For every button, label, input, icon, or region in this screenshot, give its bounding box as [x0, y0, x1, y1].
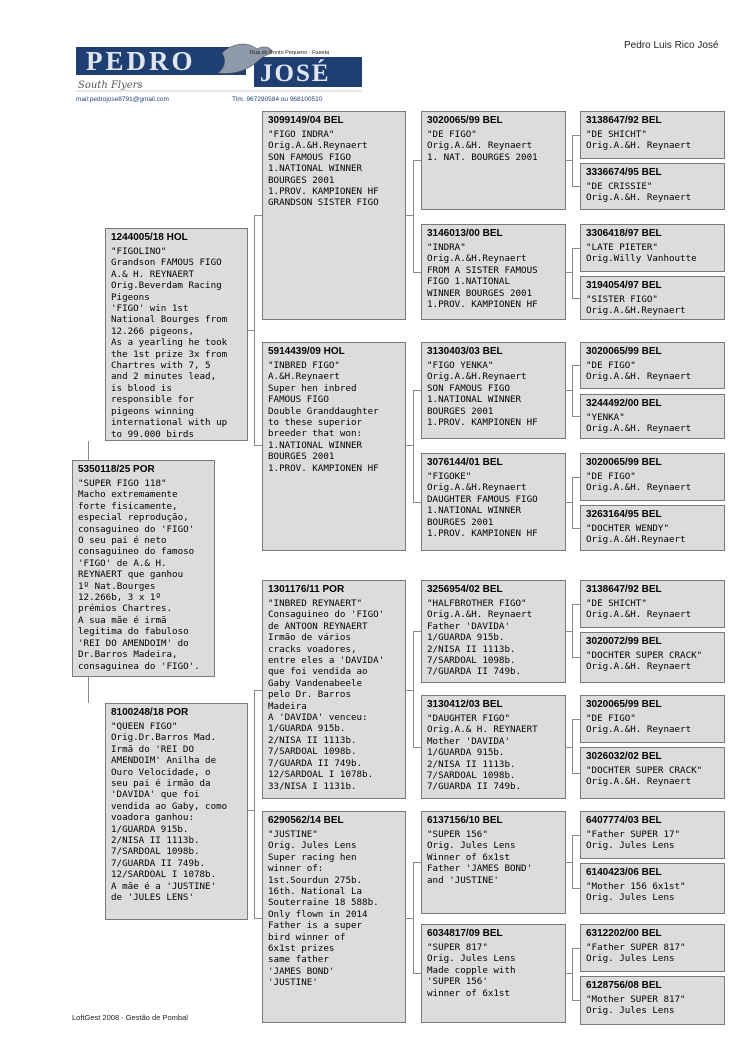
bird-description: "DE FIGO" Orig.A.&H. Reynaert: [586, 360, 692, 383]
bird-description: "INBRED REYNAERT" Consaguineo do 'FIGO' de ANTOON REYNAERT Irmão de vários cracks voadores, entre eles a 'DAVIDA' que foi vendida ao Gaby Vandenabeele pelo Dr. Barros Madeira A 'DAVIDA' venceu: 1/GUARDA 915b. 2/NISA II 1113b. 7/SARDOAL 1098b. 7/GUARDA II 749b. 12/SARDOAL I 1078b. 33/NISA I 1131b.: [268, 598, 385, 792]
bird-description: "Mother 156 6x1st" Orig. Jules Lens: [586, 881, 686, 904]
ring-number: 6290562/14 BEL: [268, 815, 344, 826]
connector-line: [572, 657, 580, 658]
ring-number: 6137156/10 BEL: [427, 815, 503, 826]
connector-line: [88, 441, 89, 460]
ring-number: 3306418/97 BEL: [586, 228, 662, 239]
connector-line: [413, 747, 421, 748]
grandparent-bird: [262, 580, 406, 799]
bird-description: "SUPER FIGO 118" Macho extremamente forte fisicamente, especial reprodução, consaguineo do 'FIGO' O seu pai é neto consaguineo do famoso 'FIGO' de A.& H. REYNAERT que ganhou 1º Nat.Bourges 12.266b, 3 x 1º prémios Chartres. A sua mãe é irmã legitima do fabuloso 'REI DO AMENDOIM' do Dr.Barros Madeira, consaguinea do 'FIGO'.: [78, 478, 200, 672]
ancestor-bird: [580, 924, 725, 972]
logo-word-1: PEDRO: [86, 46, 196, 76]
dam-bird: [105, 703, 248, 920]
connector-line: [572, 248, 580, 249]
great-grandparent-bird: [421, 924, 566, 1023]
logo-graphic: [72, 41, 370, 104]
ring-number: 6407774/03 BEL: [586, 815, 662, 826]
bird-description: "YENKA" Orig.A.&H. Reynaert: [586, 412, 692, 435]
ancestor-bird: [580, 453, 725, 501]
great-grandparent-bird: [421, 453, 566, 551]
ring-number: 3336674/95 BEL: [586, 167, 662, 178]
connector-line: [572, 365, 580, 366]
ring-number: 3138647/92 BEL: [586, 584, 662, 595]
great-grandparent-bird: [421, 111, 566, 210]
great-grandparent-bird: [421, 342, 566, 439]
ring-number: 6128756/08 BEL: [586, 980, 662, 991]
ancestor-bird: [580, 632, 725, 683]
connector-line: [413, 502, 421, 503]
connector-line: [254, 215, 262, 216]
bird-description: "HALFBROTHER FIGO" Orig.A.&H. Reynaert Father 'DAVIDA' 1/GUARDA 915b. 2/NISA II 1113b. 7/SARDOAL 1098b. 7/GUARDA II 749b.: [427, 598, 533, 678]
ring-number: 3020065/99 BEL: [427, 115, 503, 126]
ring-number: 1244005/18 HOL: [111, 232, 188, 243]
connector-line: [254, 690, 255, 918]
connector-line: [406, 445, 413, 446]
bird-description: "INBRED FIGO" A.&H.Reynaert Super hen inbred FAMOUS FIGO Double Granddaughter to these superior breeder that won: 1.NATIONAL WINNER BOURGES 2001 1.PROV. KAMPIONEN HF: [268, 360, 379, 474]
ring-number: 3130412/03 BEL: [427, 699, 503, 710]
ring-number: 3263164/95 BEL: [586, 509, 662, 520]
connector-line: [413, 390, 414, 502]
great-grandparent-bird: [421, 580, 566, 683]
bird-description: "DAUGHTER FIGO" Orig.A.& H. REYNAERT Mother 'DAVIDA' 1/GUARDA 915b. 2/NISA II 1113b. 7/SARDOAL 1098b. 7/GUARDA II 749b.: [427, 713, 538, 793]
connector-line: [572, 773, 580, 774]
bird-description: "JUSTINE" Orig. Jules Lens Super racing hen winner of: 1st.Sourdun 275b. 16th. National La Souterraine 18 588b. Only flown in 2014 Father is a super bird winner of 6x1st prizes same father 'JAMES BOND' 'JUSTINE': [268, 829, 379, 989]
bird-description: "FIGOKE" Orig.A.&H.Reynaert DAUGHTER FAMOUS FIGO 1.NATIONAL WINNER BOURGES 2001 1.PROV. KAMPIONEN HF: [427, 471, 538, 540]
ancestor-bird: [580, 394, 725, 439]
ancestor-bird: [580, 811, 725, 859]
connector-line: [572, 948, 580, 949]
connector-line: [413, 862, 414, 973]
connector-line: [572, 604, 573, 657]
bird-description: "DE SHICHT" Orig.A.&H. Reynaert: [586, 598, 692, 621]
ring-number: 3130403/03 BEL: [427, 346, 503, 357]
ancestor-bird: [580, 976, 725, 1025]
connector-line: [572, 948, 573, 1000]
subject-bird: [72, 460, 215, 677]
bird-description: "DE FIGO" Orig.A.&H. Reynaert: [586, 471, 692, 494]
ring-number: 6140423/06 BEL: [586, 867, 662, 878]
ancestor-bird: [580, 863, 725, 914]
logo-email: mail:pedrojose8791@gmail.com: [76, 96, 169, 103]
connector-line: [406, 690, 413, 691]
ancestor-bird: [580, 505, 725, 551]
connector-line: [413, 272, 421, 273]
ring-number: 3020065/99 BEL: [586, 699, 662, 710]
ring-number: 8100248/18 POR: [111, 707, 189, 718]
connector-line: [572, 835, 573, 888]
logo-word-2: JOSÉ: [260, 60, 331, 87]
bird-description: "QUEEN FIGO" Orig.Dr.Barros Mad. Irmã do 'REI DO AMENDOIM' Anilha de Ouro Velocidade, o seu pai é irmão da 'DAVIDA' que foi vendida ao Gaby, como voadora ganhou: 1/GUARDA 915b. 2/NISA II 1113b. 7/SARDOAL 1098b. 7/GUARDA II 749b. 12/SARDOAL I 1078b. A mãe é a 'JUSTINE' de 'JULES LENS': [111, 721, 228, 904]
connector-line: [88, 677, 89, 703]
bird-description: "DE SHICHT" Orig.A.&H. Reynaert: [586, 129, 692, 152]
bird-description: "Father SUPER 817" Orig. Jules Lens: [586, 942, 686, 965]
loft-logo: [72, 41, 370, 104]
ring-number: 3020072/99 BEL: [586, 636, 662, 647]
connector-line: [572, 528, 580, 529]
logo-phone: Tlm. 967290584 ou 968100510: [232, 96, 323, 103]
grandparent-bird: [262, 342, 406, 551]
bird-description: "SUPER 817" Orig. Jules Lens Made copple with 'SUPER 156' winner of 6x1st: [427, 942, 516, 999]
bird-description: "DOCHTER SUPER CRACK" Orig.A.&H. Reynaert: [586, 765, 703, 788]
connector-line: [572, 835, 580, 836]
bird-description: "LATE PIETER" Orig.Willy Vanhoutte: [586, 242, 697, 265]
connector-line: [572, 1000, 580, 1001]
ring-number: 3020065/99 BEL: [586, 457, 662, 468]
ring-number: 3138647/92 BEL: [586, 115, 662, 126]
bird-description: "FIGO YENKA" Orig.A.&H.Reynaert SON FAMOUS FIGO 1.NATIONAL WINNER BOURGES 2001 1.PROV. KAMPIONEN HF: [427, 360, 538, 429]
connector-line: [572, 416, 580, 417]
bird-description: "INDRA" Orig.A.&H.Reynaert FROM A SISTER FAMOUS FIGO 1.NATIONAL WINNER BOURGES 2001 1.PROV. KAMPIONEN HF: [427, 242, 538, 311]
ring-number: 3099149/04 BEL: [268, 115, 344, 126]
connector-line: [413, 973, 421, 974]
connector-line: [254, 690, 262, 691]
connector-line: [254, 918, 262, 919]
logo-subtitle: South Flyers: [78, 80, 143, 91]
bird-description: "FIGOLINO" Grandson FAMOUS FIGO A.& H. REYNAERT Orig.Beverdam Racing Pigeons 'FIGO' win 1st National Bourges from 12.266 pigeons, As a yearling he took the 1st prize 3x from Chartres with 7, 5 and 2 minutes lead, is blood is responsible for pigeons winning international with up to 99.000 birds: [111, 246, 228, 440]
ring-number: 3020065/99 BEL: [586, 346, 662, 357]
grandparent-bird: [262, 811, 406, 1023]
connector-line: [413, 160, 421, 161]
ancestor-bird: [580, 747, 725, 799]
bird-description: "Father SUPER 17" Orig. Jules Lens: [586, 829, 681, 852]
great-grandparent-bird: [421, 695, 566, 799]
connector-line: [413, 390, 421, 391]
connector-line: [413, 862, 421, 863]
connector-line: [572, 477, 580, 478]
connector-line: [572, 298, 580, 299]
ring-number: 3026032/02 BEL: [586, 751, 662, 762]
grandparent-bird: [262, 111, 406, 320]
connector-line: [572, 719, 573, 773]
connector-line: [572, 888, 580, 889]
ancestor-bird: [580, 111, 725, 159]
connector-line: [413, 631, 414, 747]
great-grandparent-bird: [421, 224, 566, 320]
ring-number: 3194054/97 BEL: [586, 280, 662, 291]
bird-description: "DE CRISSIE" Orig.A.&H. Reynaert: [586, 181, 692, 204]
connector-line: [572, 135, 580, 136]
connector-line: [572, 719, 580, 720]
bird-description: "Mother SUPER 817" Orig. Jules Lens: [586, 994, 686, 1017]
ancestor-bird: [580, 276, 725, 320]
ancestor-bird: [580, 695, 725, 743]
connector-line: [572, 604, 580, 605]
connector-line: [572, 135, 573, 186]
ancestor-bird: [580, 342, 725, 389]
ring-number: 6312202/00 BEL: [586, 928, 662, 939]
ring-number: 3146013/00 BEL: [427, 228, 503, 239]
ring-number: 6034817/09 BEL: [427, 928, 503, 939]
ring-number: 5350118/25 POR: [78, 464, 155, 475]
bird-description: "DE FIGO" Orig.A.&H. Reynaert 1. NAT. BOURGES 2001: [427, 129, 538, 163]
great-grandparent-bird: [421, 811, 566, 914]
sire-bird: [105, 228, 248, 441]
ancestor-bird: [580, 163, 725, 210]
ring-number: 3256954/02 BEL: [427, 584, 503, 595]
connector-line: [572, 248, 573, 298]
footer-credit: LoftGest 2008 - Gestão de Pombal: [72, 1013, 188, 1022]
owner-name: Pedro Luis Rico José: [624, 40, 719, 51]
bird-description: "SUPER 156" Orig. Jules Lens Winner of 6x1st Father 'JAMES BOND' and 'JUSTINE': [427, 829, 533, 886]
connector-line: [254, 445, 262, 446]
ancestor-bird: [580, 224, 725, 272]
bird-description: "FIGO INDRA" Orig.A.&H.Reynaert SON FAMOUS FIGO 1.NATIONAL WINNER BOURGES 2001 1.PROV. KAMPIONEN HF GRANDSON SISTER FIGO: [268, 129, 379, 209]
connector-line: [572, 365, 573, 416]
connector-line: [406, 215, 413, 216]
connector-line: [572, 477, 573, 528]
ring-number: 3244492/00 BEL: [586, 398, 662, 409]
ancestor-bird: [580, 580, 725, 628]
ring-number: 3076144/01 BEL: [427, 457, 503, 468]
bird-description: "DOCHTER SUPER CRACK" Orig.A.&H. Reynaert: [586, 650, 703, 673]
connector-line: [254, 215, 255, 445]
bird-description: "SISTER FIGO" Orig.A.&H.Reynaert: [586, 294, 686, 317]
bird-description: "DE FIGO" Orig.A.&H. Reynaert: [586, 713, 692, 736]
connector-line: [413, 631, 421, 632]
connector-line: [572, 186, 580, 187]
connector-line: [406, 918, 413, 919]
bird-description: "DOCHTER WENDY" Orig.A.&H.Reynaert: [586, 523, 686, 546]
ring-number: 5914439/09 HOL: [268, 346, 345, 357]
ring-number: 1301176/11 POR: [268, 584, 345, 595]
connector-line: [413, 160, 414, 272]
logo-address: Rua do Ponto Pequeno · Fueeta: [250, 50, 330, 56]
